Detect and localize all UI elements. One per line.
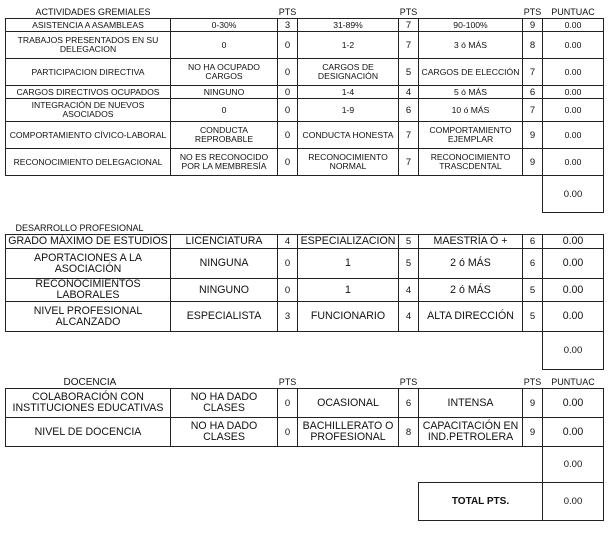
score-cell: 0.00: [543, 235, 604, 249]
points-cell: 0: [278, 59, 298, 86]
option-cell: ESPECIALIZACION: [298, 235, 399, 249]
subtotal-row: [6, 176, 604, 213]
gremiales-section: [5, 6, 604, 213]
points-cell: 7: [399, 122, 419, 149]
table-row: [6, 86, 604, 99]
option-cell: 0: [171, 32, 278, 59]
puntuac-header: PUNTUAC: [551, 376, 595, 387]
points-cell: 5: [523, 302, 543, 332]
points-cell: 0: [278, 149, 298, 176]
subtotal-row: [6, 447, 604, 483]
option-cell: NO HA DADO CLASES: [171, 418, 278, 447]
points-cell: 4: [399, 86, 419, 99]
score-cell: 0.00: [543, 418, 604, 447]
criterion-label: TRABAJOS PRESENTADOS EN SU DELEGACION: [6, 32, 171, 59]
points-cell: 6: [523, 249, 543, 279]
criterion-label: COMPORTAMIENTO CÍVICO-LABORAL: [6, 122, 171, 149]
option-cell: RECONOCIMIENTO TRASCDENTAL: [419, 149, 523, 176]
option-cell: CARGOS DE DESIGNACIÓN: [298, 59, 399, 86]
points-cell: 0: [278, 418, 298, 447]
score-cell: 0.00: [543, 302, 604, 332]
table-row: [6, 122, 604, 149]
option-cell: MAESTRÍA Ó +: [419, 235, 523, 249]
points-cell: 7: [523, 99, 543, 122]
table-row: [6, 59, 604, 86]
points-cell: 4: [278, 235, 298, 249]
criterion-label: CARGOS DIRECTIVOS OCUPADOS: [6, 86, 171, 99]
points-cell: 5: [399, 235, 419, 249]
points-cell: 4: [399, 279, 419, 302]
points-cell: 3: [278, 302, 298, 332]
score-cell: 0.00: [543, 59, 604, 86]
points-cell: 7: [399, 19, 419, 32]
total-row: [6, 483, 604, 521]
option-cell: NO HA OCUPADO CARGOS: [171, 59, 278, 86]
pts-header: PTS: [523, 6, 542, 17]
docencia-subtotal: 0.00: [543, 447, 604, 483]
option-cell: FUNCIONARIO: [298, 302, 399, 332]
option-cell: CONDUCTA HONESTA: [298, 122, 399, 149]
points-cell: 9: [523, 389, 543, 418]
gremiales-subtotal: 0.00: [543, 176, 604, 213]
option-cell: INTENSA: [419, 389, 523, 418]
profesional-title: DESARROLLO PROFESIONAL: [15, 222, 144, 233]
points-cell: 9: [523, 19, 543, 32]
points-cell: 7: [399, 32, 419, 59]
score-cell: 0.00: [543, 149, 604, 176]
option-cell: COMPORTAMIENTO EJEMPLAR: [419, 122, 523, 149]
points-cell: 6: [399, 99, 419, 122]
profesional-subtotal: 0.00: [543, 332, 604, 370]
points-cell: 9: [523, 418, 543, 447]
option-cell: CAPACITACIÓN EN IND.PETROLERA: [419, 418, 523, 447]
option-cell: 1: [298, 279, 399, 302]
criterion-label: RECONOCIMIENTOS LABORALES: [6, 279, 171, 302]
criterion-label: GRADO MÁXIMO DE ESTUDIOS: [6, 235, 171, 249]
score-cell: 0.00: [543, 32, 604, 59]
points-cell: 5: [399, 59, 419, 86]
points-cell: 0: [278, 99, 298, 122]
option-cell: 5 ó MÁS: [419, 86, 523, 99]
points-cell: 0: [278, 122, 298, 149]
gremiales-table: [5, 6, 604, 213]
points-cell: 0: [278, 279, 298, 302]
option-cell: 31-89%: [298, 19, 399, 32]
pts-header: PTS: [399, 376, 418, 387]
score-cell: 0.00: [543, 99, 604, 122]
points-cell: 8: [523, 32, 543, 59]
subtotal-row: [6, 332, 604, 370]
table-row: [6, 149, 604, 176]
score-cell: 0.00: [543, 122, 604, 149]
points-cell: 7: [523, 59, 543, 86]
table-row: [6, 302, 604, 332]
option-cell: 3 ó MÁS: [419, 32, 523, 59]
docencia-section: [5, 376, 604, 521]
option-cell: CARGOS DE ELECCIÓN: [419, 59, 523, 86]
score-cell: 0.00: [543, 389, 604, 418]
points-cell: 0: [278, 86, 298, 99]
pts-header: PTS: [278, 376, 297, 387]
option-cell: NINGUNO: [171, 279, 278, 302]
option-cell: OCASIONAL: [298, 389, 399, 418]
points-cell: 9: [523, 149, 543, 176]
table-row: [6, 279, 604, 302]
score-cell: 0.00: [543, 86, 604, 99]
option-cell: 1-9: [298, 99, 399, 122]
points-cell: 4: [399, 302, 419, 332]
pts-header: PTS: [523, 376, 542, 387]
table-row: [6, 249, 604, 279]
option-cell: NINGUNO: [171, 86, 278, 99]
table-row: [6, 32, 604, 59]
points-cell: 0: [278, 32, 298, 59]
option-cell: NINGUNA: [171, 249, 278, 279]
criterion-label: INTEGRACIÓN DE NUEVOS ASOCIADOS: [6, 99, 171, 122]
option-cell: 1: [298, 249, 399, 279]
points-cell: 6: [399, 389, 419, 418]
profesional-table: [5, 222, 604, 370]
option-cell: BACHILLERATO O PROFESIONAL: [298, 418, 399, 447]
table-row: [6, 99, 604, 122]
criterion-label: COLABORACIÓN CON INSTITUCIONES EDUCATIVAS: [6, 389, 171, 418]
option-cell: 10 ó MÁS: [419, 99, 523, 122]
option-cell: NO ES RECONOCIDO POR LA MEMBRESÍA: [171, 149, 278, 176]
criterion-label: APORTACIONES A LA ASOCIACIÓN: [6, 249, 171, 279]
option-cell: LICENCIATURA: [171, 235, 278, 249]
criterion-label: RECONOCIMIENTO DELEGACIONAL: [6, 149, 171, 176]
table-row: [6, 389, 604, 418]
option-cell: 90-100%: [419, 19, 523, 32]
table-row: [6, 418, 604, 447]
pts-header: PTS: [278, 6, 297, 17]
puntuac-header: PUNTUAC: [551, 6, 595, 17]
criterion-label: PARTICIPACION DIRECTIVA: [6, 59, 171, 86]
option-cell: ALTA DIRECCIÓN: [419, 302, 523, 332]
score-cell: 0.00: [543, 249, 604, 279]
option-cell: CONDUCTA REPROBABLE: [171, 122, 278, 149]
criterion-label: NIVEL PROFESIONAL ALCANZADO: [6, 302, 171, 332]
option-cell: ESPECIALISTA: [171, 302, 278, 332]
points-cell: 0: [278, 389, 298, 418]
score-cell: 0.00: [543, 19, 604, 32]
docencia-table: [5, 376, 604, 521]
option-cell: 2 ó MÁS: [419, 249, 523, 279]
points-cell: 7: [399, 149, 419, 176]
profesional-section: [5, 222, 604, 370]
gremiales-title: ACTIVIDADES GREMIALES: [35, 6, 151, 17]
points-cell: 3: [278, 19, 298, 32]
total-value: 0.00: [543, 483, 604, 521]
option-cell: RECONOCIMIENTO NORMAL: [298, 149, 399, 176]
docencia-title: DOCENCIA: [63, 376, 117, 388]
points-cell: 0: [278, 249, 298, 279]
points-cell: 8: [399, 418, 419, 447]
option-cell: 0: [171, 99, 278, 122]
total-label: TOTAL PTS.: [419, 483, 543, 521]
score-cell: 0.00: [543, 279, 604, 302]
option-cell: 2 ó MÁS: [419, 279, 523, 302]
points-cell: 6: [523, 86, 543, 99]
option-cell: 1-4: [298, 86, 399, 99]
option-cell: NO HA DADO CLASES: [171, 389, 278, 418]
criterion-label: ASISTENCIA A ASAMBLEAS: [6, 19, 171, 32]
criterion-label: NIVEL DE DOCENCIA: [6, 418, 171, 447]
table-row: [6, 235, 604, 249]
points-cell: 5: [523, 279, 543, 302]
points-cell: 9: [523, 122, 543, 149]
option-cell: 0-30%: [171, 19, 278, 32]
points-cell: 5: [399, 249, 419, 279]
option-cell: 1-2: [298, 32, 399, 59]
table-row: [6, 19, 604, 32]
pts-header: PTS: [399, 6, 418, 17]
points-cell: 6: [523, 235, 543, 249]
